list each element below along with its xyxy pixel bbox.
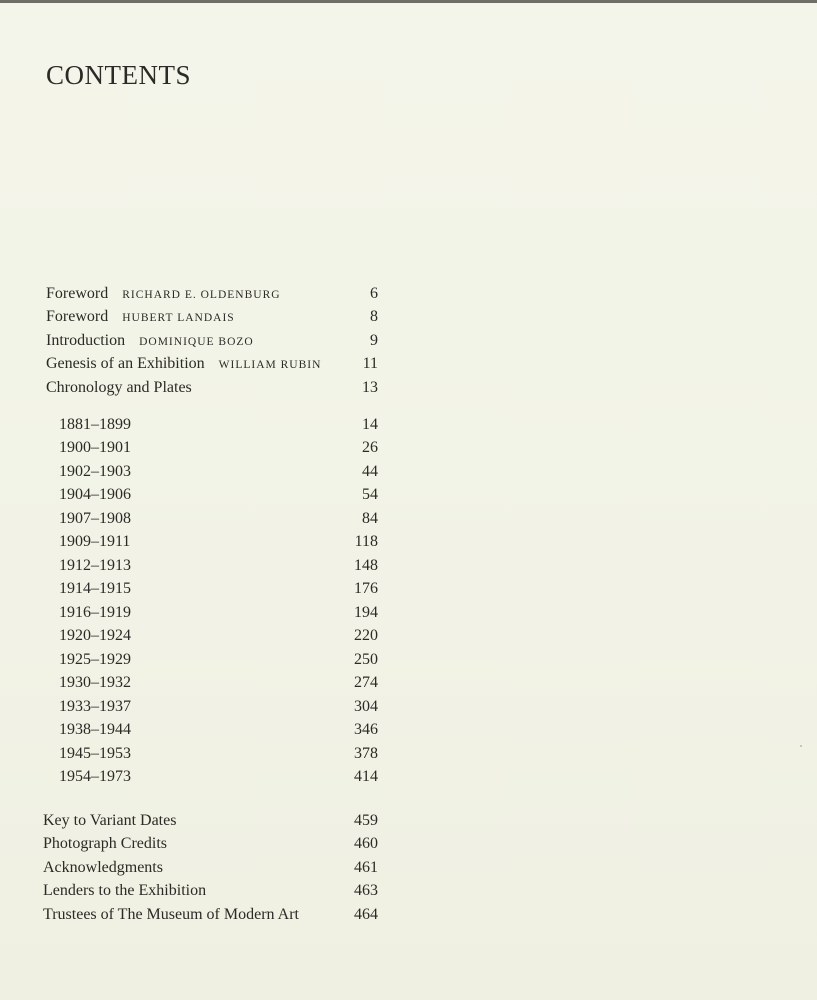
toc-entry-foreword-landais[interactable] bbox=[46, 306, 378, 328]
toc-entry-period[interactable] bbox=[59, 649, 378, 671]
toc-entry-acknowledgments[interactable] bbox=[43, 857, 378, 879]
toc-entry-page: 460 bbox=[354, 835, 378, 852]
toc-entry-page: 274 bbox=[354, 674, 378, 691]
toc-entry-page: 44 bbox=[362, 463, 378, 480]
toc-entry-page: 148 bbox=[354, 557, 378, 574]
toc-entry-label: 1925–1929 bbox=[59, 651, 131, 668]
toc-entry-genesis[interactable] bbox=[46, 353, 378, 375]
toc-entry-page: 304 bbox=[354, 698, 378, 715]
toc-entry-author: RICHARD E. OLDENBURG bbox=[122, 289, 281, 301]
toc-entry-chronology-and-plates[interactable] bbox=[46, 377, 378, 399]
toc-entry-period[interactable] bbox=[59, 625, 378, 647]
toc-entry-page: 378 bbox=[354, 745, 378, 762]
toc-entry-label: 1916–1919 bbox=[59, 604, 131, 621]
toc-entry-page: 176 bbox=[354, 580, 378, 597]
toc-entry-label: Chronology and Plates bbox=[46, 379, 192, 396]
toc-entry-label: 1933–1937 bbox=[59, 698, 131, 715]
toc-entry-page: 9 bbox=[370, 332, 378, 349]
toc-entry-period[interactable] bbox=[59, 531, 378, 553]
toc-entry-period[interactable] bbox=[59, 672, 378, 694]
toc-entry-page: 461 bbox=[354, 859, 378, 876]
toc-entry-lenders[interactable] bbox=[43, 880, 378, 902]
toc-entry-label: Photograph Credits bbox=[43, 835, 167, 852]
toc-entry-label: 1920–1924 bbox=[59, 627, 131, 644]
toc-entry-author: HUBERT LANDAIS bbox=[122, 312, 235, 324]
toc-entry-period[interactable] bbox=[59, 508, 378, 530]
toc-entry-page: 11 bbox=[362, 355, 378, 372]
toc-entry-period[interactable] bbox=[59, 578, 378, 600]
toc-entry-page: 84 bbox=[362, 510, 378, 527]
toc-entry-period[interactable] bbox=[59, 696, 378, 718]
toc-entry-label: 1907–1908 bbox=[59, 510, 131, 527]
toc-entry-label: 1912–1913 bbox=[59, 557, 131, 574]
toc-entry-label: 1900–1901 bbox=[59, 439, 131, 456]
toc-entry-page: 6 bbox=[370, 285, 378, 302]
toc-entry-label: 1914–1915 bbox=[59, 580, 131, 597]
toc-entry-label: 1930–1932 bbox=[59, 674, 131, 691]
toc-entry-page: 194 bbox=[354, 604, 378, 621]
toc-entry-label: Trustees of The Museum of Modern Art bbox=[43, 906, 299, 923]
toc-entry-label: Acknowledgments bbox=[43, 859, 163, 876]
toc-entry-label: 1954–1973 bbox=[59, 768, 131, 785]
toc-entry-page: 464 bbox=[354, 906, 378, 923]
toc-entry-page: 220 bbox=[354, 627, 378, 644]
toc-entry-page: 250 bbox=[354, 651, 378, 668]
toc-entry-photograph-credits[interactable] bbox=[43, 833, 378, 855]
toc-entry-label: 1945–1953 bbox=[59, 745, 131, 762]
toc-entry-period[interactable] bbox=[59, 743, 378, 765]
toc-entry-period[interactable] bbox=[59, 437, 378, 459]
toc-entry-period[interactable] bbox=[59, 461, 378, 483]
toc-entry-author: DOMINIQUE BOZO bbox=[139, 336, 254, 348]
toc-entry-introduction[interactable] bbox=[46, 330, 378, 352]
toc-entry-label: 1938–1944 bbox=[59, 721, 131, 738]
toc-entry-label: 1881–1899 bbox=[59, 416, 131, 433]
toc-entry-page: 13 bbox=[362, 379, 378, 396]
toc-entry-author: WILLIAM RUBIN bbox=[218, 359, 322, 371]
paper-speck bbox=[800, 745, 802, 747]
toc-entry-page: 118 bbox=[354, 533, 378, 550]
toc-entry-label: Foreword RICHARD E. OLDENBURG bbox=[46, 285, 281, 302]
toc-entry-page: 346 bbox=[354, 721, 378, 738]
toc-entry-page: 54 bbox=[362, 486, 378, 503]
toc-entry-period[interactable] bbox=[59, 719, 378, 741]
toc-entry-label: 1909–1911 bbox=[59, 533, 131, 550]
toc-entry-period[interactable] bbox=[59, 602, 378, 624]
toc-entry-page: 26 bbox=[362, 439, 378, 456]
toc-entry-label: Foreword HUBERT LANDAIS bbox=[46, 308, 235, 325]
toc-entry-page: 414 bbox=[354, 768, 378, 785]
toc-entry-page: 14 bbox=[362, 416, 378, 433]
toc-entry-trustees[interactable] bbox=[43, 904, 378, 926]
toc-entry-key-to-variant-dates[interactable] bbox=[43, 810, 378, 832]
toc-entry-page: 8 bbox=[370, 308, 378, 325]
toc-entry-label: 1904–1906 bbox=[59, 486, 131, 503]
toc-entry-foreword-oldenburg[interactable] bbox=[46, 283, 378, 305]
toc-entry-period[interactable] bbox=[59, 555, 378, 577]
page-title: CONTENTS bbox=[46, 60, 191, 90]
toc-entry-page: 463 bbox=[354, 882, 378, 899]
toc-entry-label: Introduction DOMINIQUE BOZO bbox=[46, 332, 254, 349]
toc-entry-label: Genesis of an Exhibition WILLIAM RUBIN bbox=[46, 355, 322, 372]
toc-entry-label: Key to Variant Dates bbox=[43, 812, 177, 829]
toc-entry-period[interactable] bbox=[59, 484, 378, 506]
toc-entry-period[interactable] bbox=[59, 766, 378, 788]
toc-entry-label: 1902–1903 bbox=[59, 463, 131, 480]
toc-entry-label: Lenders to the Exhibition bbox=[43, 882, 207, 899]
toc-entry-period[interactable] bbox=[59, 414, 378, 436]
toc-entry-page: 459 bbox=[354, 812, 378, 829]
